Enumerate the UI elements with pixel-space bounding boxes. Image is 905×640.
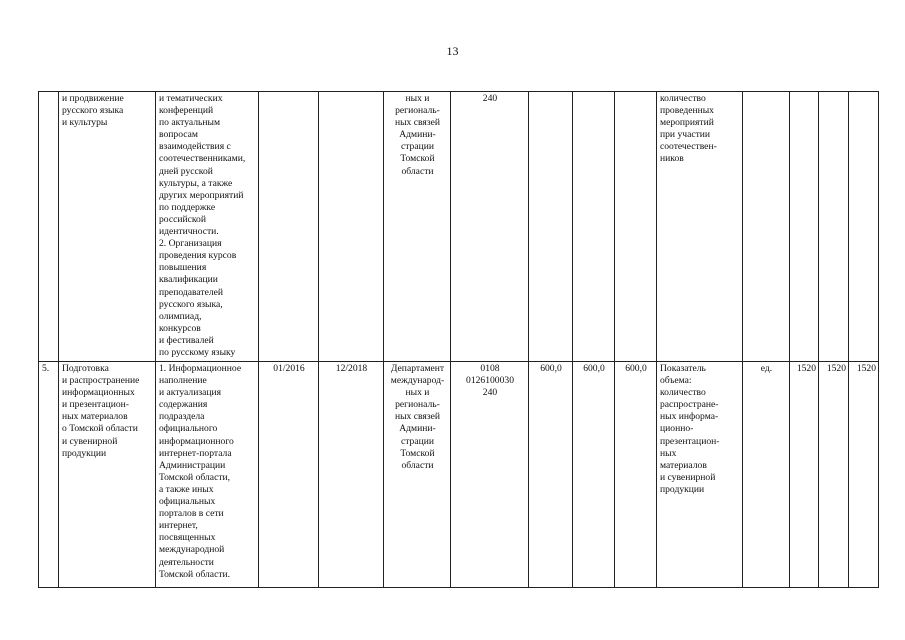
funding-year-3-cell: 600,0 (615, 362, 657, 588)
start-date-cell: 01/2016 (259, 362, 319, 588)
indicator-year-1-cell: 1520 (790, 362, 819, 588)
indicator-cell: количество проведенных мероприятий при участии соотечествен- ников (657, 92, 743, 362)
indicator-year-2-cell (819, 92, 849, 362)
activity-name-cell: и продвижение русского языка и культуры (59, 92, 156, 362)
budget-code-cell: 240 (451, 92, 529, 362)
funding-year-3-cell (615, 92, 657, 362)
indicator-year-1-cell (790, 92, 819, 362)
row-number-cell: 5. (39, 362, 59, 588)
program-activities-table (38, 91, 879, 588)
row-number-cell (39, 92, 59, 362)
table-row (39, 92, 879, 362)
budget-code-cell: 0108 0126100030 240 (451, 362, 529, 588)
funding-year-1-cell (529, 92, 573, 362)
start-date-cell (259, 92, 319, 362)
indicator-year-3-cell (849, 92, 879, 362)
activity-name-cell: Подготовка и распространение информационных и презентацион- ных материалов о Томской области и сувенирной продукции (59, 362, 156, 588)
executor-cell: ных и региональ- ных связей Админи- страции Томской области (384, 92, 451, 362)
executor-cell: Департамент международ- ных и региональ- ных связей Админи- страции Томской области (384, 362, 451, 588)
funding-year-2-cell (573, 92, 615, 362)
end-date-cell (319, 92, 384, 362)
measures-cell: 1. Информационное наполнение и актуализация содержания подраздела официального информационного интернет-портала Администрации Томской области, а также иных официальных порталов в сети интернет, посвященных международной деятельности Томской области. (156, 362, 259, 588)
indicator-year-3-cell: 1520 (849, 362, 879, 588)
funding-year-2-cell: 600,0 (573, 362, 615, 588)
funding-year-1-cell: 600,0 (529, 362, 573, 588)
indicator-year-2-cell: 1520 (819, 362, 849, 588)
measures-cell: и тематических конференций по актуальным вопросам взаимодействия с соотечественниками, дней русской культуры, а также других мероприятий по поддержке российской идентичности. 2. Организация проведения курсов повышения квалификации преподавателей русского языка, олимпиад, конкурсов и фестивалей по русскому языку (156, 92, 259, 362)
unit-cell: ед. (743, 362, 790, 588)
table-row (39, 362, 879, 588)
end-date-cell: 12/2018 (319, 362, 384, 588)
page-number: 13 (446, 44, 459, 58)
indicator-cell: Показатель объема: количество распростране- ных информа- ционно- презентацион- ных материалов и сувенирной продукции (657, 362, 743, 588)
unit-cell (743, 92, 790, 362)
